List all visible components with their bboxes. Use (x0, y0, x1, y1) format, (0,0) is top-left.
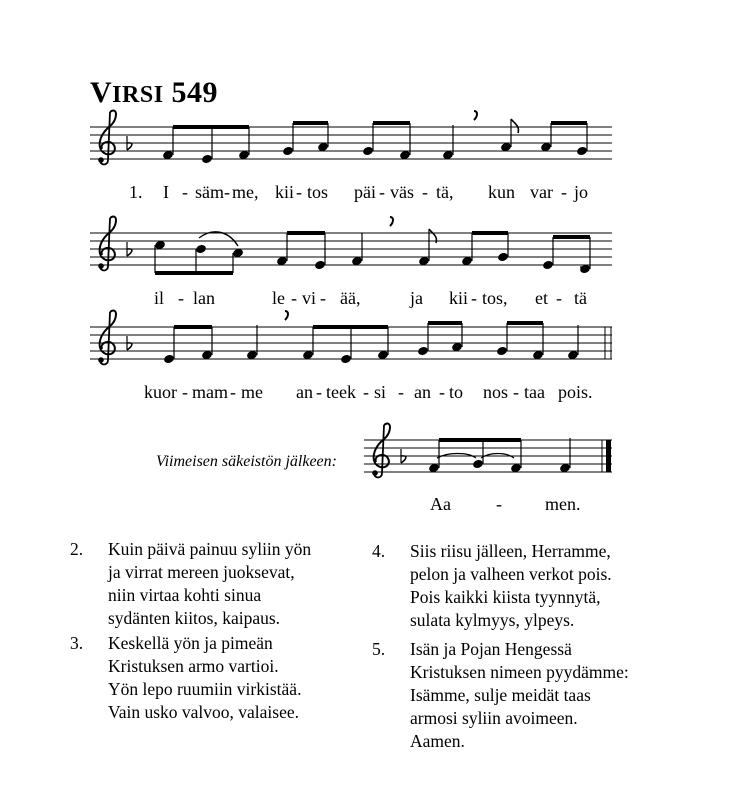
title-prefix: V (90, 76, 113, 109)
amen-instruction: Viimeisen säkeistön jälkeen: (156, 453, 337, 470)
verse-line: sydänten kiitos, kaipaus. (108, 608, 281, 628)
lyric-syllable: me (241, 382, 263, 402)
lyric-syllable: 1. (129, 182, 143, 202)
amen-lyrics (430, 494, 581, 514)
lyric-syllable: - (230, 382, 236, 402)
lyric-syllable: jo (574, 182, 589, 202)
lyric-syllable: kii (449, 288, 469, 308)
verse-line: Isän ja Pojan Hengessä (410, 639, 572, 659)
lyric-syllable: - (224, 182, 230, 202)
lyric-syllable: - (182, 182, 188, 202)
lyric-syllable: - (513, 382, 519, 402)
lyric-syllable: tos, (482, 288, 508, 308)
lyric-syllable: lan (193, 288, 215, 308)
lyric-syllable: - (178, 288, 184, 308)
lyric-syllable: - (398, 382, 404, 402)
verse-line: Vain usko valvoo, valaisee. (108, 702, 299, 722)
verse-line: Kristuksen armo vartioi. (108, 656, 279, 676)
lyrics-line-1 (129, 182, 588, 202)
lyric-syllable: - (316, 382, 322, 402)
lyric-syllable: tos (307, 182, 329, 202)
lyric-syllable: - (379, 182, 385, 202)
lyric-syllable: il (154, 288, 165, 308)
verse-line: Kuin päivä painuu syliin yön (108, 539, 312, 559)
verse-number: 5. (372, 639, 386, 659)
lyric-syllable: - (182, 382, 188, 402)
lyric-syllable: mam (192, 382, 228, 402)
lyric-syllable: kun (488, 182, 515, 202)
lyric-syllable: - (496, 494, 502, 514)
lyric-syllable: ää, (340, 288, 361, 308)
verse-line: Pois kaikki kiista tyynnytä, (410, 587, 601, 607)
lyric-syllable: pois. (558, 382, 593, 402)
lyric-syllable: to (449, 382, 464, 402)
verse-line: pelon ja valheen verkot pois. (410, 564, 612, 584)
lyric-syllable: an (296, 382, 313, 402)
verse-number: 4. (372, 541, 386, 561)
title-number: 549 (171, 76, 219, 109)
verse-line: ja virrat mereen juoksevat, (108, 562, 295, 582)
verse-line: Aamen. (410, 731, 465, 751)
lyric-syllable: taa (524, 382, 545, 402)
verse-number: 2. (70, 539, 84, 559)
verse-line: niin virtaa kohti sinua (108, 585, 262, 605)
staff-1 (90, 111, 612, 165)
lyric-syllable: I (163, 182, 169, 202)
lyric-syllable: - (556, 288, 562, 308)
lyric-syllable: ja (410, 288, 423, 308)
lyric-syllable: tä (574, 288, 587, 308)
staff-3 (90, 311, 612, 365)
verse-line: sulata kylmyys, ylpeys. (410, 610, 575, 630)
lyrics-line-3 (144, 382, 593, 402)
lyric-syllable: le (272, 288, 285, 308)
lyric-syllable: tä, (436, 182, 454, 202)
lyric-syllable: - (363, 382, 369, 402)
lyric-syllable: Aa (430, 494, 451, 514)
lyric-syllable: päi (354, 182, 376, 202)
lyric-syllable: nos (483, 382, 509, 402)
lyric-syllable: kii (275, 182, 295, 202)
lyric-syllable: kuor (144, 382, 177, 402)
verse-line: armosi syliin avoimeen. (410, 708, 578, 728)
lyric-syllable: - (471, 288, 477, 308)
verse-line: Siis riisu jälleen, Herramme, (410, 541, 611, 561)
lyric-syllable: si (374, 382, 387, 402)
lyric-syllable: an (414, 382, 431, 402)
verse-number: 3. (70, 633, 84, 653)
verse-line: Yön lepo ruumiin virkistää. (108, 679, 302, 699)
lyric-syllable: säm (195, 182, 224, 202)
lyric-syllable: - (422, 182, 428, 202)
lyric-syllable: - (291, 288, 297, 308)
lyric-syllable: var (530, 182, 553, 202)
lyric-syllable: väs (390, 182, 414, 202)
verse-line: Kristuksen nimeen pyydämme: (410, 662, 629, 682)
lyric-syllable: - (561, 182, 567, 202)
title-small: IRSI (112, 82, 164, 108)
lyric-syllable: vi (302, 288, 317, 308)
lyric-syllable: teek (326, 382, 356, 402)
lyrics-line-2 (154, 288, 587, 308)
lyric-syllable: me, (232, 182, 259, 202)
staff-2 (90, 217, 612, 275)
amen-staff (364, 424, 612, 478)
lyric-syllable: men. (545, 494, 581, 514)
lyric-syllable: - (320, 288, 326, 308)
verse-line: Isämme, sulje meidät taas (410, 685, 591, 705)
lyric-syllable: - (439, 382, 445, 402)
verse-line: Keskellä yön ja pimeän (108, 633, 273, 653)
lyric-syllable: et (535, 288, 548, 308)
lyric-syllable: - (296, 182, 302, 202)
